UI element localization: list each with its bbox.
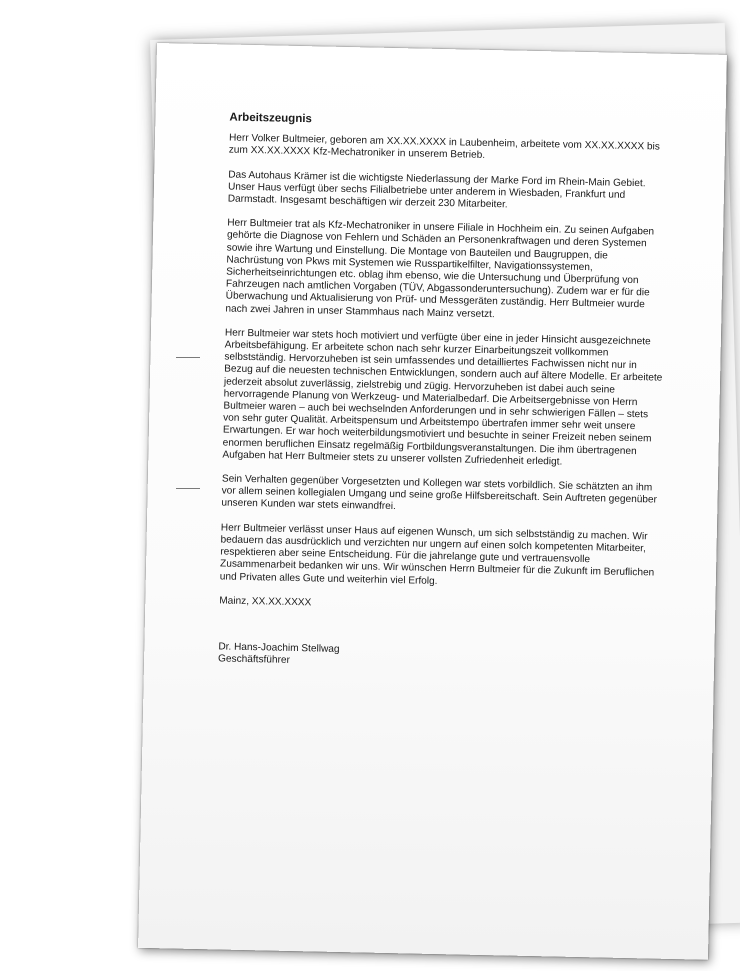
fold-mark	[176, 357, 200, 358]
paragraph-company: Das Autohaus Krämer ist die wichtigste Niederlassung der Marke Ford im Rhein-Main Gebiet. Unser Haus verfügt über sechs Filialbetriebe unter anderem in Wiesbaden, Frankfurt und Darmstadt. Insgesamt beschäftigen wir derzeit 230 Mitarbeiter.	[227, 169, 646, 211]
paragraph-duties: Herr Bultmeier trat als Kfz-Mechatroniker in unsere Filiale in Hochheim ein. Zu seinen Aufgaben gehörte die Diagnose von Fehlern und Schäden an Personenkraftwagen und deren Systemen sowie ihre Wartung und Einstellung. Die Montage von Bauteilen und Baugruppen, die Nachrüstung von Pkws mit Systemen wie Russpartikelfilter, Navigationssystemen, Sicherheitseinrichtungen etc. oblag ihm ebenso, wie die Untersuchung und Überprüfung von Fahrzeugen nach amtlichen Vorgaben (TÜV, Abgassonderuntersuchung). Zudem war er für die Überwachung und Aktualisierung von Prüf- und Messgeräten zuständig. Herr Bultmeier wurde nach zwei Jahren in unser Stammhaus nach Mainz versetzt.	[225, 217, 655, 320]
document-body	[218, 112, 670, 675]
document-page	[138, 43, 727, 960]
signer-name: Dr. Hans-Joachim Stellwag	[218, 641, 340, 655]
document-title: Arbeitszeugnis	[229, 111, 313, 126]
paragraph-conduct: Sein Verhalten gegenüber Vorgesetzten und Kollegen war stets vorbildlich. Sie schätzten an ihm vor allem seinen kollegialen Umgang und seine große Hilfsbereitschaft. Sein Auftreten gegenüber unseren Kunden war stets einwandfrei.	[221, 473, 658, 513]
paragraph-intro: Herr Volker Bultmeier, geboren am XX.XX.XXXX in Laubenheim, arbeitete vom XX.XX.XXXX bis zum XX.XX.XXXX Kfz-Mechatroniker in unserem Betrieb.	[228, 132, 660, 162]
paragraph-performance: Herr Bultmeier war stets hoch motiviert und verfügte über eine in jeder Hinsicht ausgezeichnete Arbeitsbefähigung. Er arbeitete schon nach sehr kurzer Einarbeitungszeit vollkommen selbstständig. Hervorzuheben ist sein umfassendes und detailliertes Fachwissen nicht nur in Bezug auf die neuesten technischen Entwicklungen, sondern auch auf ältere Modelle. Er arbeitete jederzeit absolut zuverlässig, zielstrebig und zügig. Hervorzuheben ist dabei auch seine hervorragende Planung von Werkzeug- und Materialbedarf. Die Arbeitsergebnisse von Herrn Bultmeier waren – auch bei wechselnden Anforderungen und in sehr schwierigen Fällen – stets von sehr guter Qualität. Arbeitspensum und Arbeitstempo übertrafen immer sehr weit unsere Erwartungen. Er war hoch weiterbildungsmotiviert und besuchte in seiner Freizeit neben seinem enormen beruflichen Einsatz regelmäßig Fortbildungsveranstaltungen. Die ihm übertragenen Aufgaben hat Herr Bultmeier stets zu unserer vollsten Zufriedenheit erledigt.	[222, 327, 663, 468]
paragraph-farewell: Herr Bultmeier verlässt unser Haus auf eigenen Wunsch, um sich selbstständig zu machen. Wir bedauern das ausdrücklich und verzichten nur ungern auf einen solch kompetenten Mitarbeiter, respektieren aber seine Entscheidung. Für die jahrelange gute und vertrauensvolle Zusammenarbeit bedanken wir uns. Wir wünschen Herrn Bultmeier für die Zukunft im Beruflichen und Privaten alles Gute und weiterhin viel Erfolg.	[219, 522, 655, 587]
punch-mark	[176, 488, 200, 489]
place-date: Mainz, XX.XX.XXXX	[219, 595, 312, 609]
signer-title: Geschäftsführer	[217, 653, 291, 667]
signature-block	[218, 641, 658, 675]
